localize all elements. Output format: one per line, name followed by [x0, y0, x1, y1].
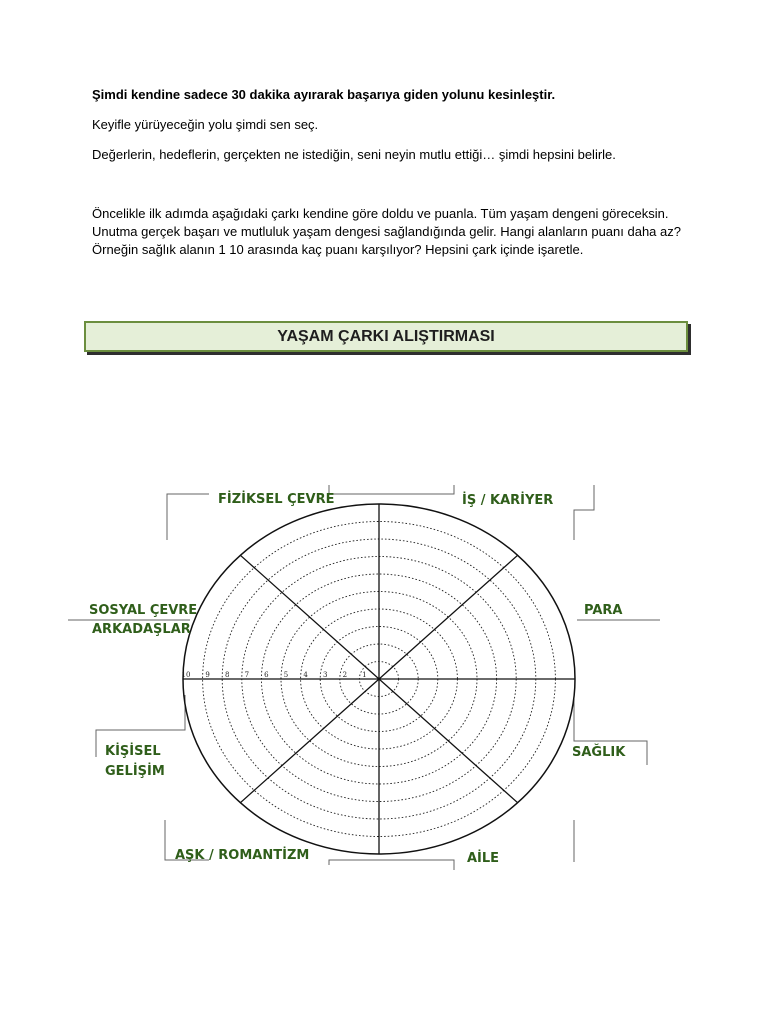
label-sosyal-cevre: SOSYAL ÇEVRE [89, 603, 198, 618]
headline: Şimdi kendine sadece 30 dakika ayırarak başarıya giden yolunu kesinleştir. [92, 87, 556, 102]
intro-line-2: Keyifle yürüyeceğin yolu şimdi sen seç. [92, 117, 319, 132]
scale-numbers [182, 671, 367, 679]
scale-number: 4 [303, 671, 308, 679]
scale-number: 5 [283, 671, 289, 679]
scale-number: 10 [181, 671, 191, 679]
intro-paragraph: Öncelikle ilk adımda aşağıdaki çarkı kendine göre doldu ve puanla. Tüm yaşam dengeni göreceksin. Unutma gerçek başarı ve mutluluk yaşam dengesi sağlandığında gelir. Hangi alanların puanı daha az? Örneğin sağlık alanın 1 10 arasında kaç puanı karşılıyor? Hepsini çark içinde işaretle. [92, 206, 681, 257]
wheel-title: YAŞAM ÇARKI ALIŞTIRMASI [277, 328, 495, 345]
intro-line-3: Değerlerin, hedeflerin, gerçekten ne istediğin, seni neyin mutlu ettiği… şimdi hepsini belirle. [92, 147, 616, 162]
scale-number: 6 [264, 671, 269, 679]
label-is-kariyer: İŞ / KARİYER [462, 493, 554, 508]
label-kisisel: KİŞİSEL [105, 744, 161, 759]
scale-number: 7 [244, 671, 250, 679]
wheel-spokes [183, 504, 575, 854]
label-gelisim: GELİŞİM [105, 764, 165, 779]
scale-number: 2 [342, 671, 348, 679]
scale-number: 8 [224, 671, 230, 679]
label-arkadaslar: ARKADAŞLAR [92, 622, 191, 637]
label-ask-romantizm: AŞK / ROMANTİZM [175, 848, 310, 863]
scale-number: 9 [205, 671, 210, 679]
label-fiziksel-cevre: FİZİKSEL ÇEVRE [218, 492, 335, 507]
label-saglik: SAĞLIK [572, 745, 626, 760]
label-aile: AİLE [467, 851, 500, 866]
label-para: PARA [584, 603, 623, 618]
scale-number: 1 [362, 671, 367, 679]
scale-number: 3 [322, 671, 328, 679]
